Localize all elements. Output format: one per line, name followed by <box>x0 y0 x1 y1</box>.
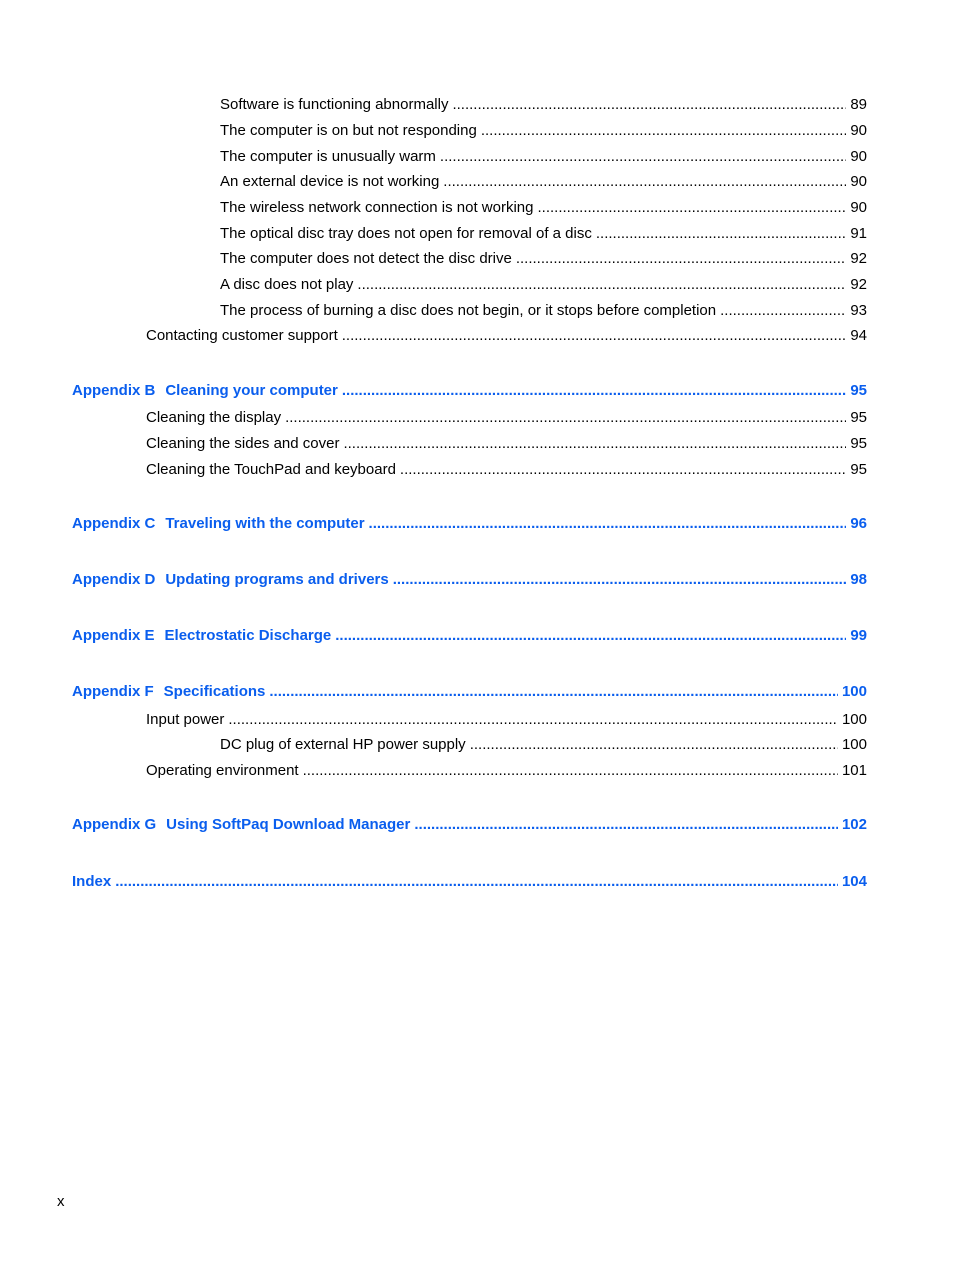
appendix-label: Appendix B <box>72 382 156 399</box>
dot-leader <box>720 302 846 320</box>
toc-index-link[interactable] <box>72 873 867 891</box>
toc-entry-page: 102 <box>841 816 867 833</box>
toc-entry-title: The wireless network connection is not working <box>220 199 534 216</box>
toc-entry-title: The optical disc tray does not open for removal of a disc <box>220 225 592 242</box>
dot-leader <box>285 409 846 427</box>
toc-entry-page: 100 <box>841 736 867 753</box>
dot-leader <box>537 199 846 217</box>
dot-leader <box>228 711 838 729</box>
toc-entry-title: DC plug of external HP power supply <box>220 736 466 753</box>
toc-entry[interactable] <box>146 762 867 780</box>
toc-entry-page: 92 <box>850 276 867 293</box>
toc-entry-page: 95 <box>850 461 867 478</box>
toc-entry-page: 91 <box>850 225 867 242</box>
toc-entry-page: 92 <box>850 250 867 267</box>
toc-entry-title: A disc does not play <box>220 276 354 293</box>
toc-entry-title: Cleaning the sides and cover <box>146 435 340 452</box>
toc-entry-title: Cleaning the TouchPad and keyboard <box>146 461 396 478</box>
toc-entry[interactable] <box>220 276 867 294</box>
dot-leader <box>115 873 838 891</box>
dot-leader <box>440 148 846 166</box>
toc-entry-title: The process of burning a disc does not begin, or it stops before completion <box>220 302 717 319</box>
dot-leader <box>357 276 846 294</box>
dot-leader <box>303 762 838 780</box>
toc-entry-title: Input power <box>146 711 225 728</box>
toc-appendix-f-link[interactable] <box>72 683 867 701</box>
toc-entry-title: Using SoftPaq Download Manager <box>166 816 411 833</box>
toc-entry-title: Electrostatic Discharge <box>164 627 332 644</box>
appendix-label: Appendix E <box>72 627 155 644</box>
toc-entry[interactable] <box>146 435 867 453</box>
toc-appendix-b-link[interactable] <box>72 382 867 400</box>
dot-leader <box>516 250 846 268</box>
appendix-label: Appendix D <box>72 571 156 588</box>
toc-entry-page: 90 <box>850 173 867 190</box>
toc-entry-title: An external device is not working <box>220 173 440 190</box>
toc-entry[interactable] <box>220 302 867 320</box>
toc-entry[interactable] <box>220 199 867 217</box>
toc-entry-page: 100 <box>841 683 867 700</box>
toc-entry-page: 95 <box>850 435 867 452</box>
dot-leader <box>596 225 846 243</box>
page-number: x <box>57 1193 65 1210</box>
toc-appendix-e-link[interactable] <box>72 627 867 645</box>
toc-appendix-d-link[interactable] <box>72 571 867 589</box>
toc-entry-title: Contacting customer support <box>146 327 338 344</box>
toc-entry-title: Software is functioning abnormally <box>220 96 449 113</box>
toc-entry[interactable] <box>146 711 867 729</box>
toc-entry-title: Cleaning your computer <box>165 382 338 399</box>
toc-entry-page: 93 <box>850 302 867 319</box>
toc-entry-page: 89 <box>850 96 867 113</box>
toc-entry[interactable] <box>146 409 867 427</box>
toc-entry-page: 100 <box>841 711 867 728</box>
toc-entry-title: Index <box>72 873 112 890</box>
toc-entry-page: 99 <box>850 627 867 644</box>
toc-entry-page: 90 <box>850 199 867 216</box>
toc-entry[interactable] <box>146 461 867 479</box>
dot-leader <box>400 461 846 479</box>
toc-entry-page: 104 <box>841 873 867 890</box>
toc-entry[interactable] <box>220 148 867 166</box>
toc-appendix-c-link[interactable] <box>72 515 867 533</box>
appendix-label: Appendix C <box>72 515 156 532</box>
toc-entry-page: 101 <box>841 762 867 779</box>
toc-entry-title: The computer does not detect the disc drive <box>220 250 512 267</box>
toc-entry[interactable] <box>220 122 867 140</box>
toc-entry[interactable] <box>220 250 867 268</box>
toc-entry-page: 94 <box>850 327 867 344</box>
toc-entry-title: The computer is unusually warm <box>220 148 436 165</box>
toc-entry-page: 95 <box>850 409 867 426</box>
dot-leader <box>414 816 838 834</box>
toc-entry-title: Specifications <box>163 683 266 700</box>
toc-entry-page: 98 <box>850 571 867 588</box>
toc-entry-page: 95 <box>850 382 867 399</box>
dot-leader <box>343 435 846 453</box>
toc-appendix-g-link[interactable] <box>72 816 867 834</box>
dot-leader <box>369 515 847 533</box>
toc-entry-page: 90 <box>850 122 867 139</box>
dot-leader <box>335 627 846 645</box>
dot-leader <box>342 327 847 345</box>
toc-entry[interactable] <box>220 736 867 754</box>
dot-leader <box>443 173 846 191</box>
dot-leader <box>470 736 838 754</box>
toc-entry-page: 90 <box>850 148 867 165</box>
toc-entry[interactable] <box>220 225 867 243</box>
toc-entry[interactable] <box>220 96 867 114</box>
dot-leader <box>269 683 838 701</box>
toc-entry-title: Updating programs and drivers <box>165 571 389 588</box>
toc-entry-page: 96 <box>850 515 867 532</box>
toc-entry[interactable] <box>146 327 867 345</box>
toc-entry-title: Cleaning the display <box>146 409 282 426</box>
toc-entry-title: Traveling with the computer <box>165 515 365 532</box>
dot-leader <box>452 96 846 114</box>
dot-leader <box>481 122 846 140</box>
toc-entry[interactable] <box>220 173 867 191</box>
dot-leader <box>342 382 846 400</box>
appendix-label: Appendix G <box>72 816 157 833</box>
dot-leader <box>393 571 847 589</box>
appendix-label: Appendix F <box>72 683 154 700</box>
toc-entry-title: The computer is on but not responding <box>220 122 477 139</box>
toc-entry-title: Operating environment <box>146 762 299 779</box>
